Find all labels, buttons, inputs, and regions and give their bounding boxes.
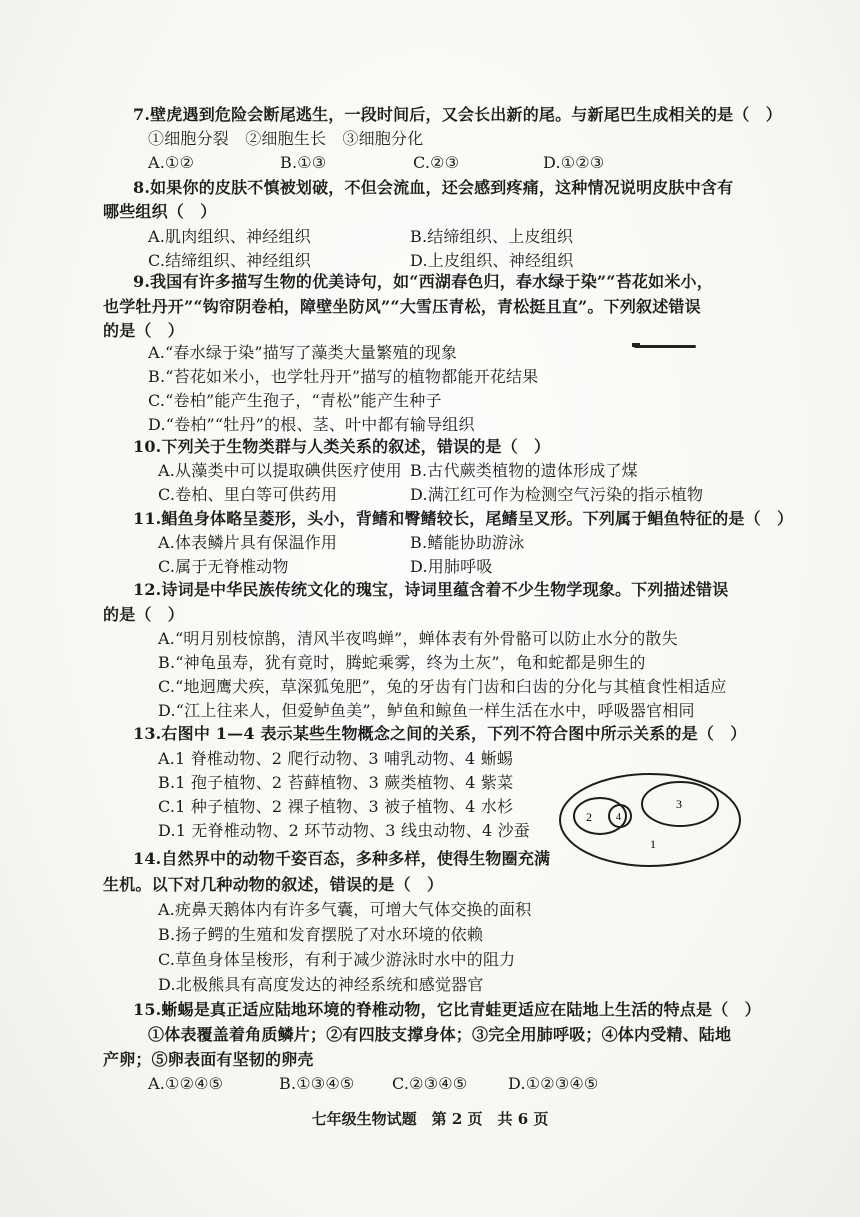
- question-13-stem: 13.右图中 1—4 表示某些生物概念之间的关系，下列不符合图中所示关系的是（ ）: [133, 724, 747, 743]
- question-12-option-d[interactable]: D.“江上往来人，但爱鲈鱼美”，鲈鱼和鲸鱼一样生活在水中，呼吸器官相同: [158, 701, 695, 720]
- question-15-option-d[interactable]: D.①②③④⑤: [508, 1074, 599, 1093]
- question-9-stem-cont2: 的是（ ）: [103, 321, 185, 340]
- question-15-option-b[interactable]: B.①③④⑤: [279, 1074, 355, 1093]
- question-7-option-c[interactable]: C.②③: [413, 153, 460, 172]
- question-12-option-a[interactable]: A.“明月别枝惊鹊，清风半夜鸣蝉”，蝉体表有外骨骼可以防止水分的散失: [158, 629, 678, 648]
- question-15-option-a[interactable]: A.①②④⑤: [148, 1074, 224, 1093]
- question-11-option-a[interactable]: A.体表鳞片具有保温作用: [158, 533, 338, 552]
- question-14-option-b[interactable]: B.扬子鳄的生殖和发育摆脱了对水环境的依赖: [158, 925, 484, 944]
- question-9-option-c[interactable]: C.“卷柏”能产生孢子，“青松”能产生种子: [148, 391, 442, 410]
- question-12-stem-cont: 的是（ ）: [103, 605, 185, 624]
- question-8-option-d[interactable]: D.上皮组织、神经组织: [410, 251, 574, 270]
- question-8-option-b[interactable]: B.结缔组织、上皮组织: [410, 227, 574, 246]
- question-14-stem: 14.自然界中的动物千姿百态，多种多样，使得生物圈充满: [133, 849, 551, 868]
- concept-venn-diagram: [556, 770, 746, 870]
- question-12-stem: 12.诗词是中华民族传统文化的瑰宝，诗词里蕴含着不少生物学现象。下列描述错误: [133, 580, 729, 599]
- question-13-option-c[interactable]: C.1 种子植物、2 裸子植物、3 被子植物、4 水杉: [158, 797, 514, 816]
- question-11-option-d[interactable]: D.用肺呼吸: [410, 557, 493, 576]
- question-14-stem-cont: 生机。以下对几种动物的叙述，错误的是（ ）: [103, 875, 444, 894]
- question-9-stem-cont: 也学牡丹开”“钩帘阴卷柏，障壁坐防风”“大雪压青松，青松挺且直”。下列叙述错误: [103, 297, 701, 316]
- question-7-stem: 7.壁虎遇到危险会断尾逃生，一段时间后，又会长出新的尾。与新尾巴生成相关的是（ ）: [133, 105, 782, 124]
- question-14-option-c[interactable]: C.草鱼身体呈梭形，有利于减少游泳时水中的阻力: [158, 950, 516, 969]
- label-4: 4: [616, 812, 621, 823]
- question-11-stem: 11.鲳鱼身体略呈菱形，头小，背鳍和臀鳍较长，尾鳍呈叉形。下列属于鲳鱼特征的是（ ）: [133, 509, 794, 528]
- question-14-option-a[interactable]: A.疣鼻天鹅体内有许多气囊，可增大气体交换的面积: [158, 900, 532, 919]
- question-12-option-b[interactable]: B.“神龟虽寿，犹有竟时，腾蛇乘雾，终为土灰”，龟和蛇都是卵生的: [158, 653, 646, 672]
- question-9-stem: 9.我国有许多描写生物的优美诗句，如“西湖春色归，春水绿于染”“苔花如米小，: [133, 272, 713, 291]
- question-15-stem: 15.蜥蜴是真正适应陆地环境的脊椎动物，它比青蛙更适应在陆地上生活的特点是（ ）: [133, 1000, 761, 1019]
- question-7-option-a[interactable]: A.①②: [148, 153, 195, 172]
- question-8-stem: 8.如果你的皮肤不慎被划破，不但会流血，还会感到疼痛，这种情况说明皮肤中含有: [133, 178, 734, 197]
- question-13-option-a[interactable]: A.1 脊椎动物、2 爬行动物、3 哺乳动物、4 蜥蜴: [158, 749, 514, 768]
- question-15-option-c[interactable]: C.②③④⑤: [392, 1074, 468, 1093]
- label-2: 2: [586, 810, 592, 824]
- question-10-option-c[interactable]: C.卷柏、里白等可供药用: [158, 485, 338, 504]
- question-8-option-a[interactable]: A.肌肉组织、神经组织: [148, 227, 311, 246]
- question-9-option-d[interactable]: D.“卷柏”“牡丹”的根、茎、叶中都有输导组织: [148, 415, 475, 434]
- question-8-option-c[interactable]: C.结缔组织、神经组织: [148, 251, 311, 270]
- question-7-statements: ①细胞分裂 ②细胞生长 ③细胞分化: [148, 129, 424, 148]
- question-10-stem: 10.下列关于生物类群与人类关系的叙述，错误的是（ ）: [133, 437, 551, 456]
- question-11-option-b[interactable]: B.鳍能协助游泳: [410, 533, 525, 552]
- question-13-option-b[interactable]: B.1 孢子植物、2 苔藓植物、3 蕨类植物、4 紫菜: [158, 773, 514, 792]
- label-3: 3: [676, 797, 682, 811]
- question-8-stem-cont: 哪些组织（ ）: [103, 202, 217, 221]
- label-1: 1: [650, 837, 656, 851]
- question-10-option-b[interactable]: B.古代蕨类植物的遗体形成了煤: [410, 461, 638, 480]
- question-9-option-a[interactable]: A.“春水绿于染”描写了藻类大量繁殖的现象: [148, 343, 458, 362]
- question-15-statements-cont: 产卵；⑤卵表面有坚韧的卵壳: [103, 1050, 314, 1069]
- question-14-option-d[interactable]: D.北极熊具有高度发达的神经系统和感觉器官: [158, 975, 484, 994]
- question-10-option-d[interactable]: D.满江红可作为检测空气污染的指示植物: [410, 485, 704, 504]
- question-12-option-c[interactable]: C.“地迥鹰犬疾，草深狐兔肥”，兔的牙齿有门齿和臼齿的分化与其植食性相适应: [158, 677, 727, 696]
- question-10-option-a[interactable]: A.从藻类中可以提取碘供医疗使用: [158, 461, 402, 480]
- pen-mark: [634, 345, 696, 348]
- question-7-option-d[interactable]: D.①②③: [543, 153, 605, 172]
- question-9-option-b[interactable]: B.“苔花如米小，也学牡丹开”描写的植物都能开花结果: [148, 367, 539, 386]
- page-footer: 七年级生物试题 第 2 页 共 6 页: [311, 1110, 549, 1128]
- question-7-option-b[interactable]: B.①③: [280, 153, 327, 172]
- question-11-option-c[interactable]: C.属于无脊椎动物: [158, 557, 289, 576]
- question-13-option-d[interactable]: D.1 无脊椎动物、2 环节动物、3 线虫动物、4 沙蚕: [158, 821, 531, 840]
- question-15-statements: ①体表覆盖着角质鳞片；②有四肢支撑身体；③完全用肺呼吸；④体内受精、陆地: [148, 1025, 732, 1044]
